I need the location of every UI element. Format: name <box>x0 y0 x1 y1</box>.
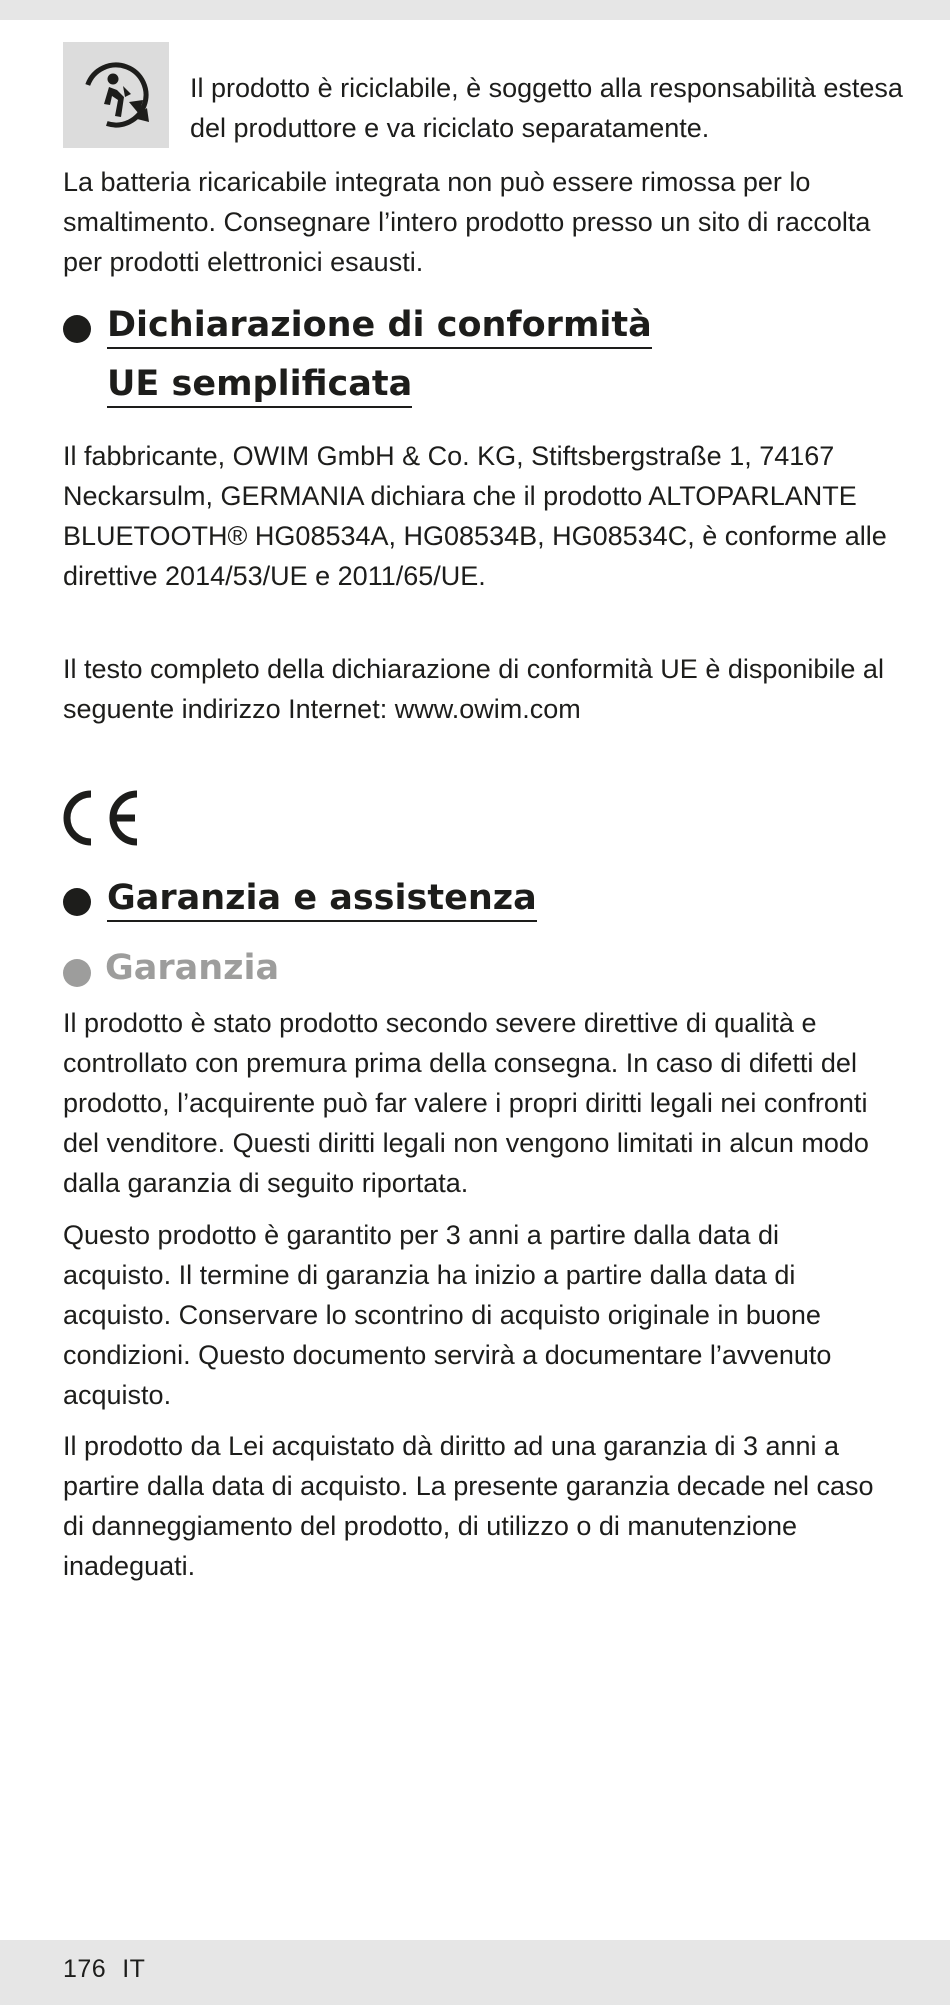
declaration-heading-line2: UE semplificata <box>107 364 412 404</box>
warranty-subheading: Garanzia <box>105 948 280 988</box>
declaration-paragraph-1: Il fabbricante, OWIM GmbH & Co. KG, Stiftsbergstraße 1, 74167 Neckarsulm, GERMANIA dichiara che il prodotto ALTOPARLANTE BLUETOOTH® HG08534A, HG08534B, HG08534C, è conforme alle direttive 2014/53/UE e 2011/65/UE. <box>63 441 887 591</box>
warranty-paragraph-2: Questo prodotto è garantito per 3 anni a partire dalla data di acquisto. Il termine di garanzia ha inizio a partire dalla data di acquisto. Conservare lo scontrino di acquisto originale in buone condizioni. Questo documento servirà a documentare l’avvenuto acquisto. <box>63 1220 832 1410</box>
heading-bullet <box>63 888 91 916</box>
declaration-heading-line1: Dichiarazione di conformità <box>107 305 652 345</box>
recycle-icon <box>63 42 169 148</box>
battery-text: La batteria ricaricabile integrata non può essere rimossa per lo smaltimento. Consegnare l’intero prodotto presso un sito di raccolta per prodotti elettronici esausti. <box>63 167 871 277</box>
language-code: IT <box>122 1955 146 1983</box>
warranty-paragraph-3: Il prodotto da Lei acquistato dà diritto ad una garanzia di 3 anni a partire dalla data di acquisto. La presente garanzia decade nel caso di danneggiamento del prodotto, di utilizzo o di manutenzione inadeguati. <box>63 1431 874 1581</box>
top-bar <box>0 0 950 20</box>
footer <box>63 1952 161 1986</box>
warranty-heading: Garanzia e assistenza <box>107 878 537 918</box>
svg-text:CE: CE <box>63 790 65 791</box>
recycle-text: Il prodotto è riciclabile, è soggetto alla responsabilità estesa del produttore e va riciclato separatamente. <box>190 73 903 143</box>
warranty-paragraph-1: Il prodotto è stato prodotto secondo severe direttive di qualità e controllato con premura prima della consegna. In caso di difetti del prodotto, l’acquirente può far valere i propri diritti legali nei confronti del venditore. Questi diritti legali non vengono limitati in alcun modo dalla garanzia di seguito riportata. <box>63 1008 869 1198</box>
declaration-paragraph-2: Il testo completo della dichiarazione di conformità UE è disponibile al seguente indirizzo Internet: www.owim.com <box>63 654 884 724</box>
heading-bullet <box>63 315 91 343</box>
subheading-bullet <box>63 959 91 987</box>
ce-mark-icon <box>63 790 143 846</box>
page-number: 176 <box>63 1955 107 1983</box>
